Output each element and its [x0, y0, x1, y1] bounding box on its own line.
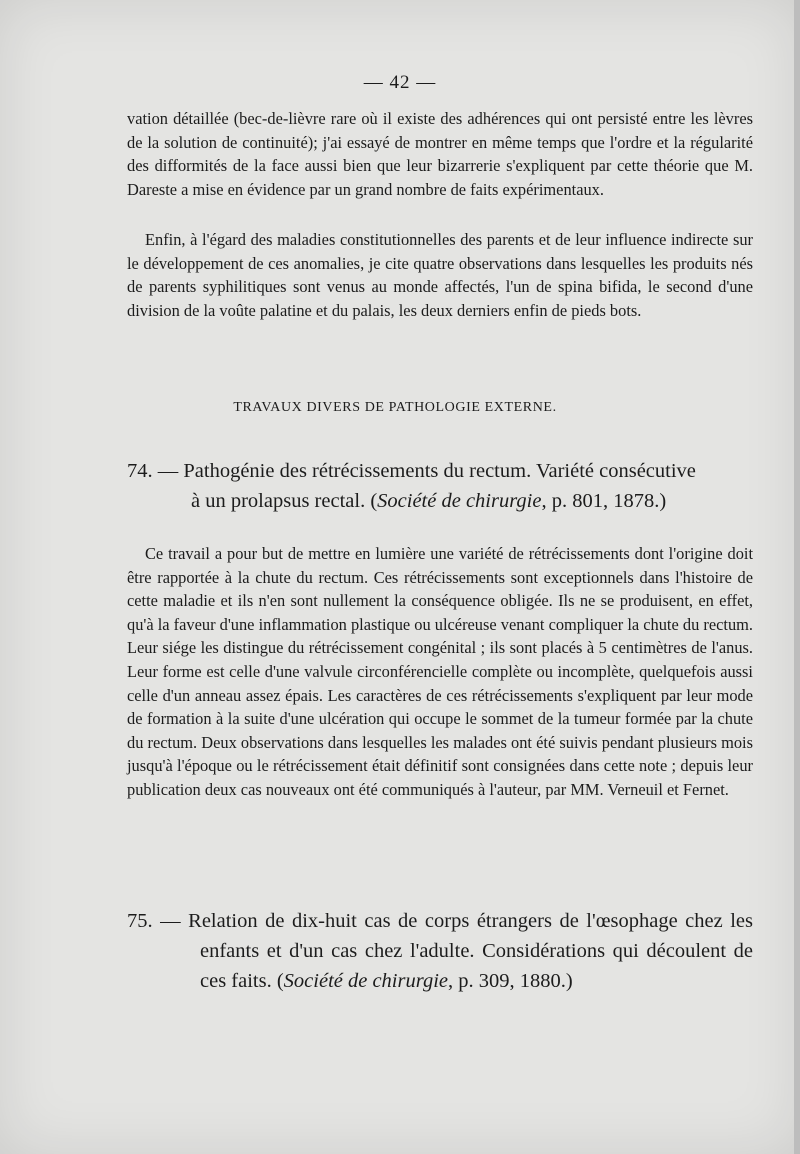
entry-75-title: [127, 906, 753, 996]
entry-74-title-line1: Pathogénie des rétrécissements du rectum. Variété consécutive: [183, 460, 696, 482]
entry-74-body: Ce travail a pour but de mettre en lumière une variété de rétrécissements dont l'origine doit être rapportée à la chute du rectum. Ces rétrécissements sont exceptionnels dans l'histoire de cette maladie et ils n'en sont nullement la conséquence obligée. Ils ne se produisent, en effet, qu'à la faveur d'une inflammation plastique ou ulcéreuse venant compliquer la chute du rectum. Leur siége les distingue du rétrécissement congénital ; ils sont placés à 5 centimètres de l'anus. Leur forme est celle d'une valvule circonférencielle complète ou incomplète, quelquefois aussi celle d'un anneau assez épais. Les caractères de ces rétrécissements s'expliquent par leur mode de formation à la suite d'une ulcération qui occupe le sommet de la tumeur formée par la chute du rectum. Deux observations dans lesquelles les malades ont été suivis pendant plusieurs mois jusqu'à l'époque ou le rétrécissement était définitif sont consignées dans cette note ; depuis leur publication deux cas nouveaux ont été communiqués à l'auteur, par MM. Verneuil et Fernet.: [127, 544, 753, 799]
entry-74-title-line2-text: à un prolapsus rectal. (: [191, 490, 378, 512]
entry-74-number: 74. —: [127, 460, 184, 482]
entry-75-title-text: Relation de dix-huit cas de corps étrangers de l'œsophage chez les enfants et d'un cas chez l'adulte. Considérations qui découlent de ces faits. (: [188, 910, 754, 992]
page-edge: [794, 0, 800, 1154]
intro-paragraph: vation détaillée (bec-de-lièvre rare où il existe des adhérences qui ont persisté entre les lèvres de la solution de continuité); j'ai essayé de montrer en même temps que l'ordre et la régularité des difformités de la face aussi bien que leur bizarrerie s'expliquent par cette théorie que M. Dareste a mise en évidence par un grand nombre de faits expérimentaux.: [127, 109, 753, 199]
entry-75-source: Société de chirurgie: [283, 970, 448, 992]
enfin-paragraph: Enfin, à l'égard des maladies constitutionnelles des parents et de leur influence indirecte sur le développement de ces anomalies, je cite quatre observations dans lesquelles les produits nés de parents syphilitiques sont venus au monde affectés, l'un de spina bifida, le second d'une division de la voûte palatine et du palais, les deux derniers enfin de pieds bots.: [127, 230, 753, 320]
page-number: — 42 —: [363, 72, 437, 93]
entry-75-citation: , p. 309, 1880.): [448, 970, 573, 992]
section-heading: TRAVAUX DIVERS DE PATHOLOGIE EXTERNE.: [233, 400, 557, 415]
entry-75-number: 75. —: [127, 910, 189, 932]
entry-74-title-line2: [127, 486, 753, 516]
entry-74-citation: , p. 801, 1878.): [541, 490, 667, 512]
entry-74-source: Société de chirurgie: [377, 490, 542, 512]
entry-74-title: [127, 456, 753, 516]
entry-75-title-wrap: [127, 906, 753, 996]
